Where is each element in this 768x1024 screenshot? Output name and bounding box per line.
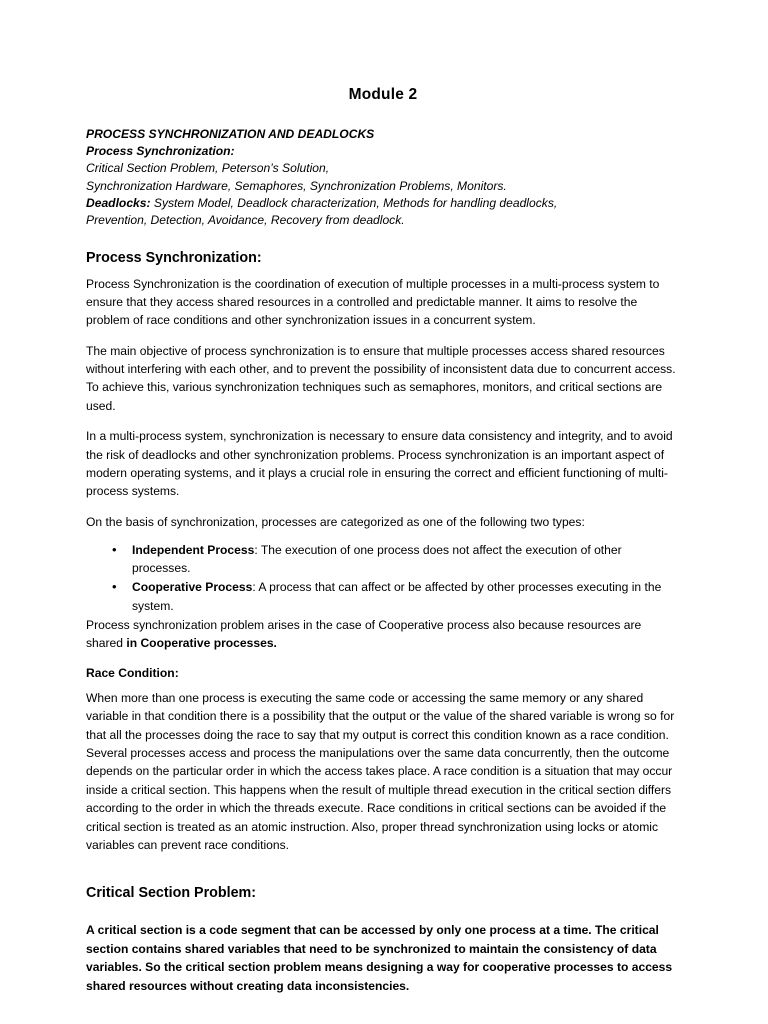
syllabus-deadlocks-line-2: Prevention, Detection, Avoidance, Recovery from deadlock. (86, 212, 405, 227)
page-title: Module 2 (348, 86, 418, 103)
paragraph-critical-section-body: A critical section is a code segment that can be accessed by only one process at a time. The critical section contains shared variables that need to be synchronized to maintain the consistency of data variables. So the critical section problem means designing a way for cooperative processes to access shared resources without creating data inconsistencies. (86, 922, 673, 994)
subheading-race-condition: Race Condition: (86, 665, 179, 680)
cooperative-note-text: Process synchronization problem arises in the case of Cooperative process also because resources are shared (86, 617, 642, 650)
list-item (112, 541, 680, 577)
list-item-text: : The execution of one process does not affect the execution of other processes. (132, 543, 622, 576)
list-item (112, 578, 680, 614)
bullet-icon: • (112, 542, 117, 558)
syllabus-line-1: Critical Section Problem, Peterson’s Solution, (86, 161, 330, 176)
list-item-lead: Cooperative Process (132, 580, 253, 595)
list-item-lead: Independent Process (132, 543, 255, 558)
bullet-icon: • (112, 579, 117, 595)
paragraph-race-condition: When more than one process is executing the same code or accessing the same memory or any shared variable in that condition there is a possibility that the output or the value of the shared variable is wrong so for that all the processes doing the race to say that my output is correct this condition known as a race condition. Several processes access and process the manipulations over the same data concurrently, then the outcome depends on the particular order in which the access takes place. A race condition is a situation that may occur inside a critical section. This happens when the result of multiple thread execution in the critical section differs according to the order in which the threads execute. Race conditions in critical sections can be avoided if the critical section is treated as an atomic instruction. Also, proper thread synchronization using locks or atomic variables can prevent race conditions. (86, 690, 675, 852)
cooperative-note-bold: in Cooperative processes. (126, 635, 277, 650)
paragraph-process-sync-1: Process Synchronization is the coordination of execution of multiple processes in a multi-process system to ensure that they access shared resources in a controlled and predictable manner. It aims to resolve the problem of race conditions and other synchronization issues in a concurrent system. (86, 276, 660, 328)
process-types-list (86, 541, 680, 615)
syllabus-deadlocks-label: Deadlocks: (86, 195, 151, 210)
syllabus-deadlocks-line (86, 195, 680, 212)
list-item-text: : A process that can affect or be affected by other processes executing in the system. (132, 580, 662, 613)
section-heading-critical-section-problem: Critical Section Problem: (86, 885, 257, 902)
syllabus-deadlocks-text: System Model, Deadlock characterization, Methods for handling deadlocks, (150, 195, 558, 210)
paragraph-cooperative-note (86, 616, 680, 652)
paragraph-process-types-intro: On the basis of synchronization, processes are categorized as one of the following two types: (86, 514, 585, 529)
paragraph-process-sync-2: The main objective of process synchronization is to ensure that multiple processes access shared resources without interfering with each other, and to prevent the possibility of inconsistent data due to concurrent access. To achieve this, various synchronization techniques such as semaphores, monitors, and critical sections are used. (86, 343, 676, 413)
syllabus-heading: PROCESS SYNCHRONIZATION AND DEADLOCKS (86, 127, 375, 141)
section-heading-process-synchronization: Process Synchronization: (86, 250, 262, 267)
paragraph-process-sync-3: In a multi-process system, synchronization is necessary to ensure data consistency and integrity, and to avoid the risk of deadlocks and other synchronization problems. Process synchronization is an important aspect of modern operating systems, and it plays a crucial role in ensuring the correct and efficient functioning of multi-process systems. (86, 429, 673, 499)
syllabus-topic-label: Process Synchronization: (86, 144, 235, 159)
syllabus-block (86, 126, 680, 229)
syllabus-line-2: Synchronization Hardware, Semaphores, Synchronization Problems, Monitors. (86, 178, 507, 193)
